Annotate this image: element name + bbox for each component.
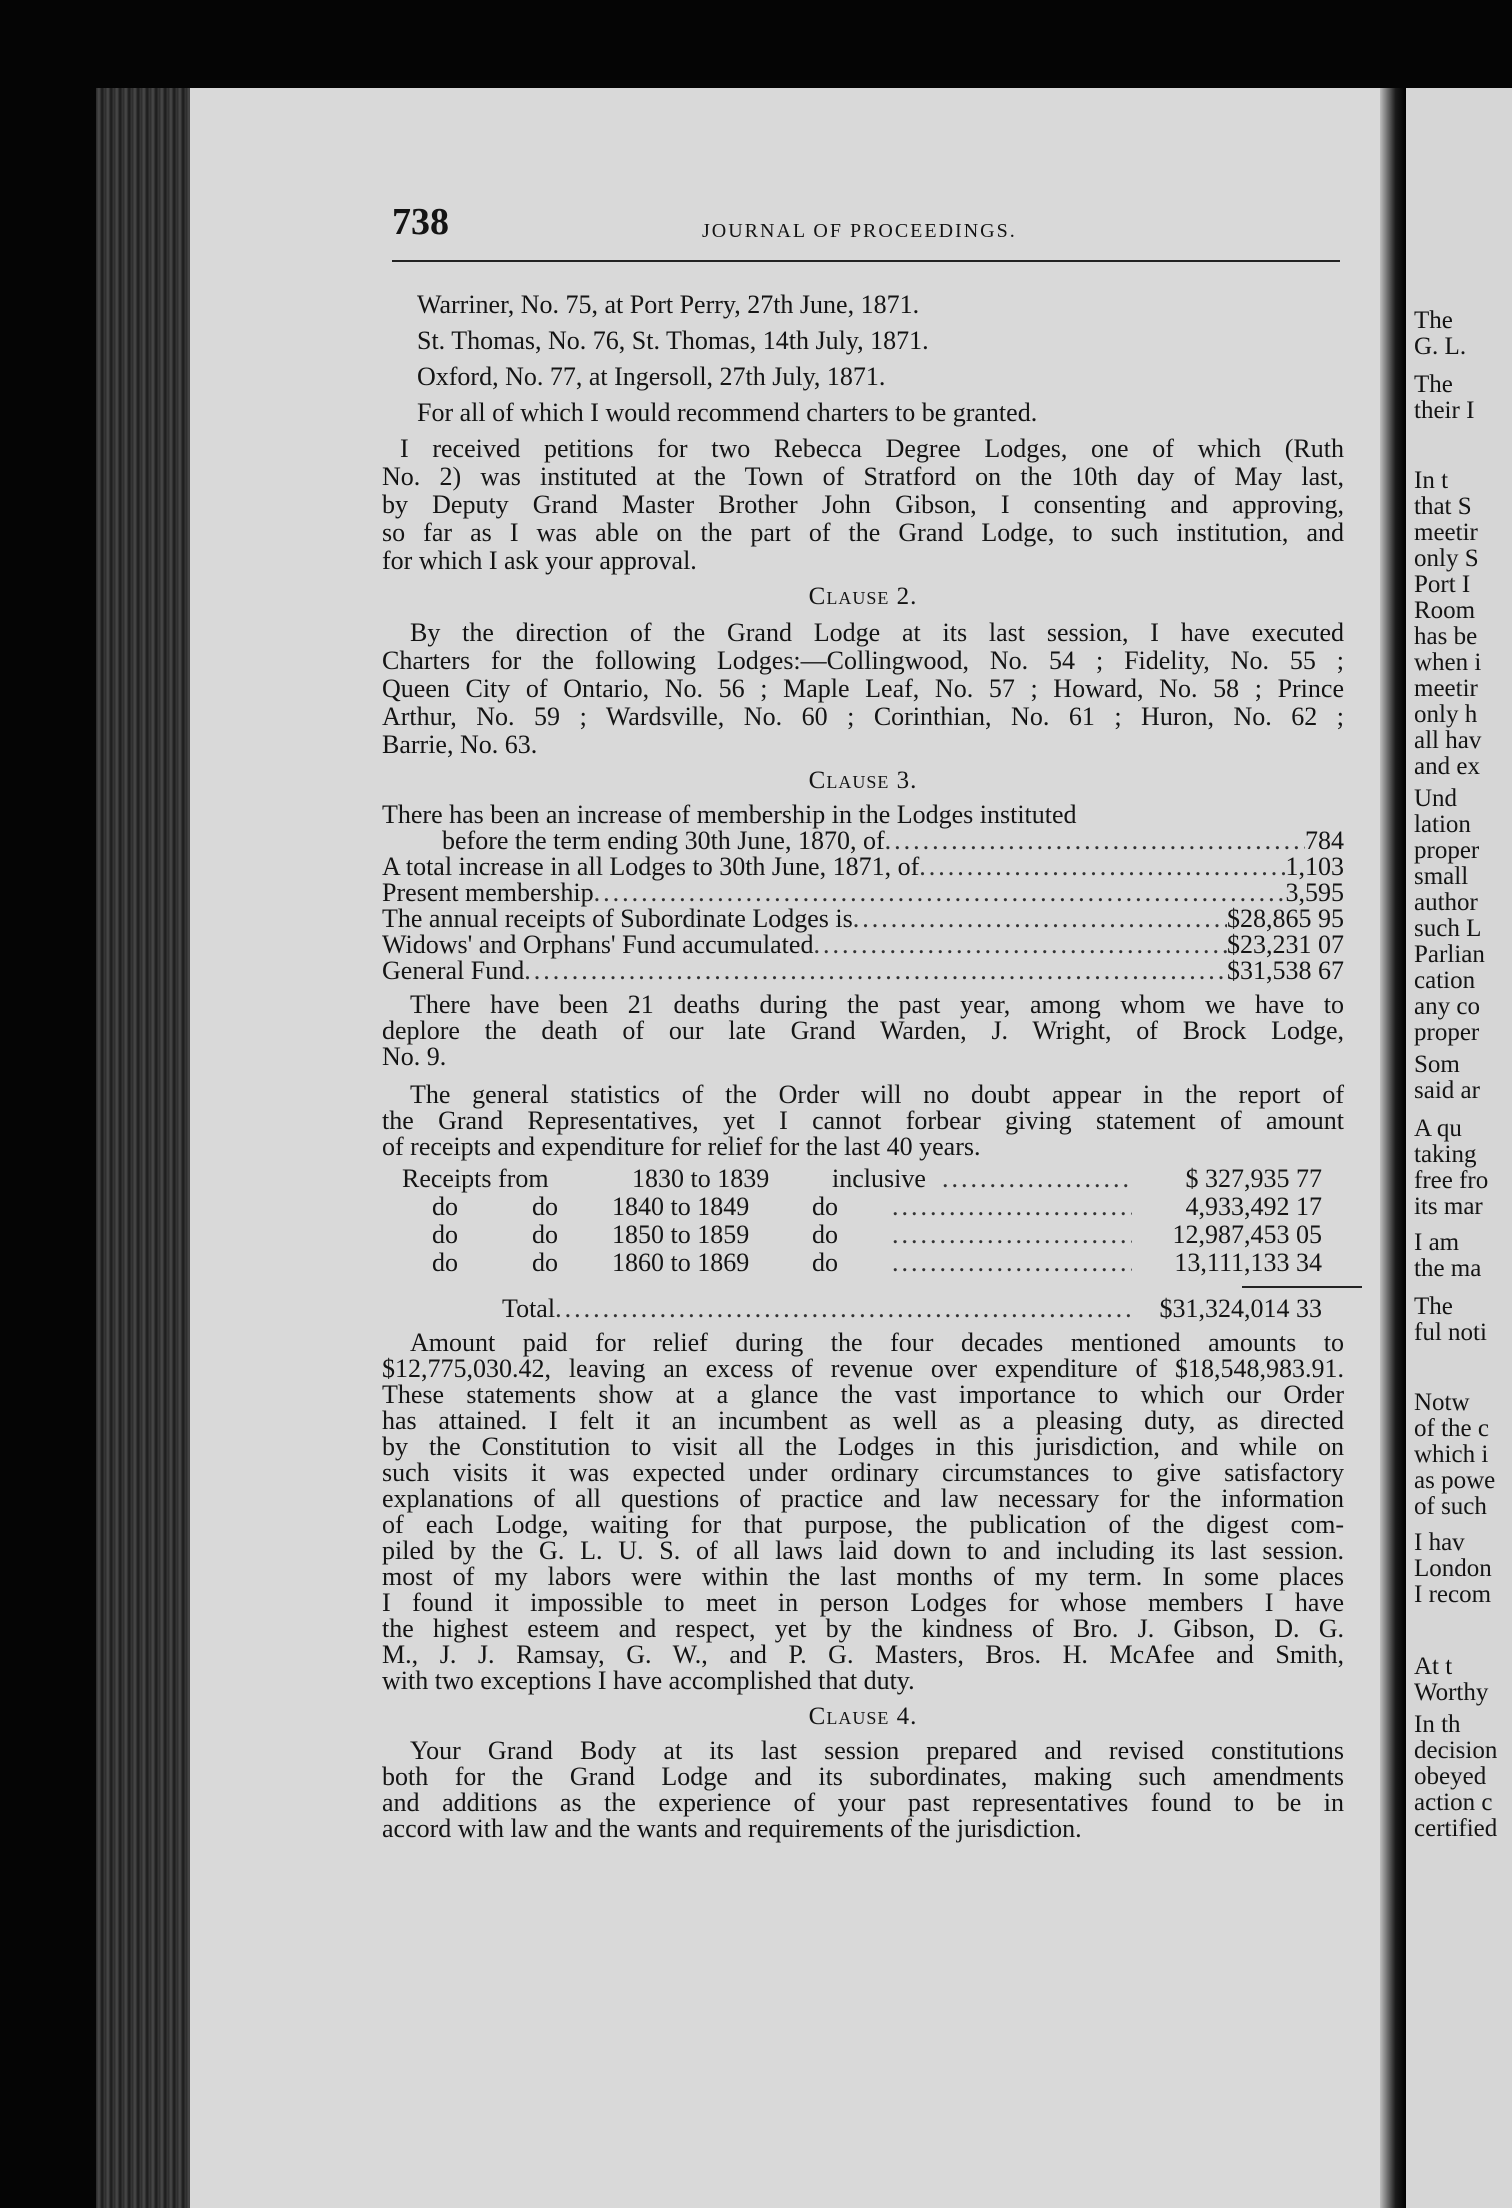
receipts-ditto: do [532, 1192, 558, 1221]
receipts-qualifier: do [812, 1192, 838, 1221]
facing-page-fragment-line: and ex [1414, 753, 1480, 780]
facing-page-fragment-line: Port I [1414, 571, 1471, 598]
facing-page-fragment-line: any co [1414, 993, 1480, 1020]
clause-4-heading: Clause 4. [808, 1703, 918, 1730]
relief-para-line: piled by the G. L. U. S. of all laws laid down to and including its last session. [382, 1536, 1344, 1565]
facing-page-fragment-line: all hav [1414, 727, 1482, 754]
receipts-value: 4,933,492 17 [1185, 1192, 1322, 1221]
facing-page-fragment-line: Som [1414, 1051, 1460, 1078]
lodge-list-line: St. Thomas, No. 76, St. Thomas, 14th July, 1871. [417, 326, 929, 355]
rebecca-para-line: I received petitions for two Rebecca Degree Lodges, one of which (Ruth [400, 434, 1344, 463]
facing-page-fragment-line: G. L. [1414, 333, 1467, 360]
clause-2-para-line: Queen City of Ontario, No. 56 ; Maple Leaf, No. 57 ; Howard, No. 58 ; Prince [382, 674, 1344, 703]
clause-4-para-line: accord with law and the wants and requirements of the jurisdiction. [382, 1814, 1082, 1843]
clause-2-heading: Clause 2. [808, 583, 918, 610]
clause-2-para-line: Charters for the following Lodges:—Collingwood, No. 54 ; Fidelity, No. 55 ; [382, 646, 1344, 675]
facing-page-fragment-line: The [1414, 307, 1453, 334]
facing-page-fragment-line: such L [1414, 915, 1482, 942]
facing-page-fragment-line: free fro [1414, 1167, 1489, 1194]
total-rule [1242, 1286, 1362, 1288]
facing-page-fragment-line: cation [1414, 967, 1476, 994]
stat-label: Widows' and Orphans' Fund accumulated [382, 930, 814, 959]
stat-label: Present membership [382, 878, 594, 907]
receipts-row [432, 1248, 1322, 1278]
rebecca-para-line: for which I ask your approval. [382, 546, 697, 575]
facing-page-fragment-line: of such [1414, 1493, 1487, 1520]
receipts-years: 1860 to 1869 [612, 1248, 750, 1277]
clause-3-heading: Clause 3. [808, 767, 918, 794]
rebecca-para-line: No. 2) was instituted at the Town of Stratford on the 10th day of May last, [382, 462, 1344, 491]
receipts-value: $ 327,935 77 [1185, 1164, 1322, 1193]
facing-page-fragment-line: Notw [1414, 1389, 1470, 1416]
facing-page-fragment-line: has be [1414, 623, 1478, 650]
page-number: 738 [392, 201, 449, 243]
relief-para-line: $12,775,030.42, leaving an excess of revenue over expenditure of $18,548,983.91. [382, 1354, 1344, 1383]
facing-page-fragment-line: small [1414, 863, 1469, 890]
relief-para-line: of each Lodge, waiting for that purpose, the publication of the digest com- [382, 1510, 1344, 1539]
clause-2-para-line: Arthur, No. 59 ; Wardsville, No. 60 ; Corinthian, No. 61 ; Huron, No. 62 ; [382, 702, 1344, 731]
stat-value: 1,103 [1285, 852, 1344, 881]
receipts-label: do [432, 1248, 458, 1277]
facing-page-fragment-line: their I [1414, 397, 1475, 424]
receipts-row [432, 1192, 1322, 1222]
rebecca-para-line: by Deputy Grand Master Brother John Gibson, I consenting and approving, [382, 490, 1344, 519]
facing-page-fragment-line: only S [1414, 545, 1479, 572]
receipts-years: 1830 to 1839 [632, 1164, 770, 1193]
clause-3-intro-line: There has been an increase of membership in the Lodges instituted [382, 800, 1077, 829]
deaths-para-line: deplore the death of our late Grand Warden, J. Wright, of Brock Lodge, [382, 1016, 1344, 1045]
dot-leader [892, 1220, 1132, 1250]
stat-row [382, 956, 1344, 986]
relief-para-line: such visits it was expected under ordinary circumstances to give satisfactory [382, 1458, 1344, 1487]
facing-page-fragment-line: of the c [1414, 1415, 1489, 1442]
lodge-list-line: Oxford, No. 77, at Ingersoll, 27th July, 1871. [417, 362, 886, 391]
relief-para-line: M., J. J. Ramsay, G. W., and P. G. Masters, Bros. H. McAfee and Smith, [382, 1640, 1344, 1669]
facing-page-fragment-line: In th [1414, 1711, 1461, 1738]
facing-page-fragment-line: ful noti [1414, 1319, 1487, 1346]
receipts-label: Receipts from [402, 1164, 549, 1193]
receipts-qualifier: do [812, 1248, 838, 1277]
lodge-list-line: For all of which I would recommend charters to be granted. [417, 398, 1038, 427]
facing-page-fragment-line: taking [1414, 1141, 1477, 1168]
facing-page-fragment-line: certified [1414, 1815, 1498, 1842]
facing-page-fragment-line: action c [1414, 1789, 1493, 1816]
relief-para-line: explanations of all questions of practice and law necessary for the information [382, 1484, 1344, 1513]
clause-3-intro-value: 784 [1305, 826, 1344, 855]
facing-page-fragment-line: The [1414, 371, 1453, 398]
relief-para-line: I found it impossible to meet in person Lodges for whose members I have [382, 1588, 1344, 1617]
statistics-para-line: of receipts and expenditure for relief for the last 40 years. [382, 1132, 981, 1161]
facing-page-fragment-line: The [1414, 1293, 1453, 1320]
receipts-qualifier: do [812, 1220, 838, 1249]
receipts-qualifier: inclusive [832, 1164, 926, 1193]
facing-page-fragment-line: decision [1414, 1737, 1498, 1764]
stat-label: A total increase in all Lodges to 30th June, 1871, of [382, 852, 920, 881]
relief-para-line: with two exceptions I have accomplished that duty. [382, 1666, 915, 1695]
facing-page-fragment-line: meetir [1414, 519, 1478, 546]
dot-leader [892, 1248, 1132, 1278]
dot-leader [942, 1164, 1132, 1194]
receipts-years: 1850 to 1859 [612, 1220, 750, 1249]
facing-page-fragment-line: A qu [1414, 1115, 1462, 1142]
statistics-para-line: the Grand Representatives, yet I cannot forbear giving statement of amount [382, 1106, 1344, 1135]
facing-page-fragment-line: At t [1414, 1653, 1453, 1680]
stat-value: 3,595 [1285, 878, 1344, 907]
facing-page-fragment-line: In t [1414, 467, 1449, 494]
receipts-years: 1840 to 1849 [612, 1192, 750, 1221]
stat-value: $23,231 07 [1227, 930, 1344, 959]
clause-4-para-line: Your Grand Body at its last session prepared and revised constitutions [410, 1736, 1344, 1765]
facing-page-fragment-line: the ma [1414, 1255, 1482, 1282]
facing-page-fragment-line: proper [1414, 837, 1480, 864]
facing-page-fragment-line: that S [1414, 493, 1472, 520]
receipts-row [402, 1164, 1322, 1194]
facing-page-fragment-line: Und [1414, 785, 1458, 812]
stat-label: General Fund [382, 956, 525, 985]
clause-3-intro-label: before the term ending 30th June, 1870, of [442, 826, 885, 855]
deaths-para-line: No. 9. [382, 1042, 447, 1071]
lodge-list-line: Warriner, No. 75, at Port Perry, 27th June, 1871. [417, 290, 920, 319]
stat-value: $31,538 67 [1227, 956, 1344, 985]
facing-page-fragment-line: author [1414, 889, 1478, 916]
dot-leader [892, 1192, 1132, 1222]
relief-para-line: the highest esteem and respect, yet by the kindness of Bro. J. Gibson, D. G. [382, 1614, 1344, 1643]
dot-leader [524, 956, 1227, 986]
relief-para-line: most of my labors were within the last months of my term. In some places [382, 1562, 1344, 1591]
facing-page-fragment-line: I hav [1414, 1529, 1465, 1556]
facing-page-fragment-line: proper [1414, 1019, 1480, 1046]
receipts-ditto: do [532, 1248, 558, 1277]
receipts-label: do [432, 1192, 458, 1221]
relief-para-line: by the Constitution to visit all the Lodges in this jurisdiction, and while on [382, 1432, 1344, 1461]
deaths-para-line: There have been 21 deaths during the past year, among whom we have to [410, 990, 1344, 1019]
receipts-value: 13,111,133 34 [1174, 1248, 1322, 1277]
clause-2-para-line: Barrie, No. 63. [382, 730, 538, 759]
facing-page-fragment-line: London [1414, 1555, 1492, 1582]
facing-page-fragment-line: said ar [1414, 1077, 1480, 1104]
book-gutter [1380, 88, 1406, 2208]
facing-page-fragment-line: Worthy [1414, 1679, 1489, 1706]
facing-page-fragment-line: when i [1414, 649, 1482, 676]
facing-page-fragment-line: Room [1414, 597, 1476, 624]
facing-page-fragment-line: Parlian [1414, 941, 1485, 968]
receipts-ditto: do [532, 1220, 558, 1249]
facing-page-fragment-line: meetir [1414, 675, 1478, 702]
facing-page-fragment-line: obeyed [1414, 1763, 1487, 1790]
receipts-total-row [502, 1294, 1322, 1324]
receipts-row [432, 1220, 1322, 1250]
facing-page-fragment-line: I recom [1414, 1581, 1492, 1608]
facing-page-fragment-line: its mar [1414, 1193, 1483, 1220]
dot-leader [555, 1294, 1132, 1324]
receipts-label: do [432, 1220, 458, 1249]
relief-para-line: Amount paid for relief during the four decades mentioned amounts to [410, 1328, 1344, 1357]
book-page-edges [96, 88, 190, 2208]
clause-4-para-line: and additions as the experience of your past representatives found to be in [382, 1788, 1344, 1817]
relief-para-line: These statements show at a glance the vast importance to which our Order [382, 1380, 1344, 1409]
receipts-value: 12,987,453 05 [1172, 1220, 1322, 1249]
facing-page-fragment-line: lation [1414, 811, 1471, 838]
facing-page-fragment-line: I am [1414, 1229, 1460, 1256]
stat-value: $28,865 95 [1227, 904, 1344, 933]
facing-page-fragment-line: which i [1414, 1441, 1489, 1468]
page-header [392, 200, 1340, 262]
statistics-para-line: The general statistics of the Order will no doubt appear in the report of [410, 1080, 1344, 1109]
stat-label: The annual receipts of Subordinate Lodges is [382, 904, 853, 933]
running-head: JOURNAL OF PROCEEDINGS. [702, 220, 1017, 242]
receipts-total-label: Total [502, 1294, 556, 1323]
facing-page-text [1406, 88, 1512, 2208]
facing-page-fragment-line: only h [1414, 701, 1478, 728]
rebecca-para-line: so far as I was able on the part of the Grand Lodge, to such institution, and [382, 518, 1344, 547]
clause-2-para-line: By the direction of the Grand Lodge at its last session, I have executed [410, 618, 1344, 647]
clause-4-para-line: both for the Grand Lodge and its subordinates, making such amendments [382, 1762, 1344, 1791]
facing-page-fragment-line: as powe [1414, 1467, 1496, 1494]
relief-para-line: has attained. I felt it an incumbent as well as a pleasing duty, as directed [382, 1406, 1344, 1435]
receipts-total-value: $31,324,014 33 [1159, 1294, 1322, 1323]
